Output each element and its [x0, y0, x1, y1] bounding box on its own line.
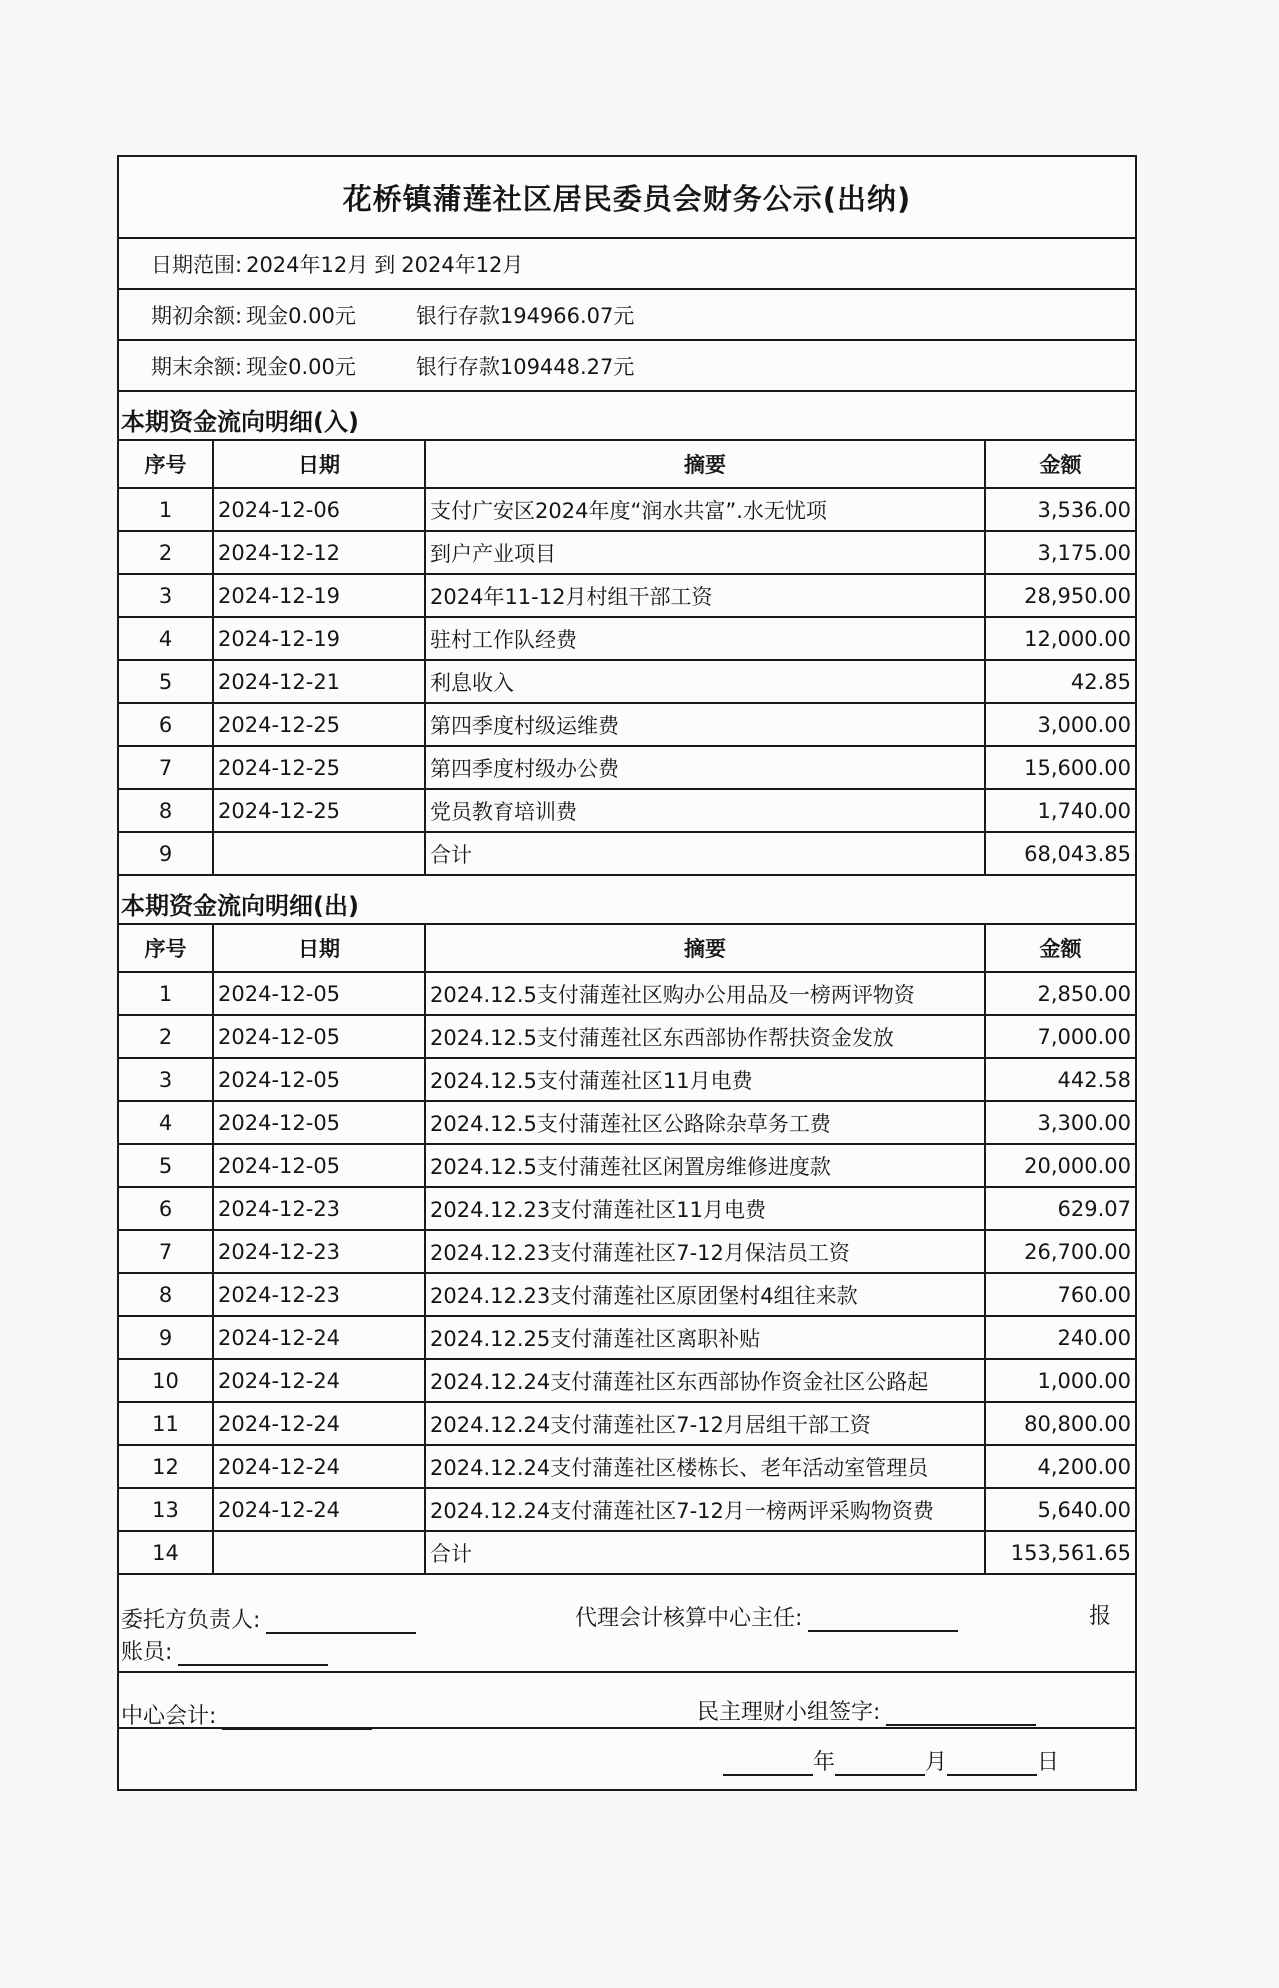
- expense-summary-cell: 2024.12.24支付蒲莲社区楼栋长、老年活动室管理员: [425, 1445, 985, 1488]
- expense-date-cell: 2024-12-23: [213, 1230, 425, 1273]
- expense-no-cell: 2: [119, 1015, 213, 1058]
- income-date-cell: 2024-12-06: [213, 488, 425, 531]
- expense-date-cell: 2024-12-05: [213, 1144, 425, 1187]
- expense-row: [119, 1144, 1135, 1187]
- income-no-cell: 6: [119, 703, 213, 746]
- group-sign-line: [886, 1702, 1036, 1726]
- expense-summary-cell: 2024.12.24支付蒲莲社区东西部协作资金社区公路起: [425, 1359, 985, 1402]
- financial-disclosure-sheet: [117, 155, 1137, 1791]
- expense-amount-cell: 4,200.00: [985, 1445, 1135, 1488]
- income-no-cell: 5: [119, 660, 213, 703]
- expense-row: [119, 1187, 1135, 1230]
- income-summary-cell: 利息收入: [425, 660, 985, 703]
- expense-summary-cell: 2024.12.5支付蒲莲社区闲置房维修进度款: [425, 1144, 985, 1187]
- col-no-header: 序号: [119, 440, 213, 488]
- date-range-to: 2024年12月: [401, 252, 524, 277]
- col-date-header: 日期: [213, 924, 425, 972]
- expense-date-cell: 2024-12-24: [213, 1402, 425, 1445]
- income-row: [119, 746, 1135, 789]
- date-range-from: 2024年12月: [246, 252, 369, 277]
- expense-row: [119, 1058, 1135, 1101]
- col-summary-header: 摘要: [425, 924, 985, 972]
- income-summary-cell: 到户产业项目: [425, 531, 985, 574]
- income-amount-cell: 1,740.00: [985, 789, 1135, 832]
- income-date-cell: 2024-12-12: [213, 531, 425, 574]
- closing-bank: 银行存款109448.27元: [415, 354, 635, 379]
- expense-date-cell: 2024-12-05: [213, 1058, 425, 1101]
- bao-label: 报: [1089, 1604, 1112, 1629]
- divider: [119, 1727, 1135, 1729]
- income-date-cell: 2024-12-21: [213, 660, 425, 703]
- expense-row: [119, 1230, 1135, 1273]
- expense-row: [119, 1316, 1135, 1359]
- expense-summary-cell: 2024.12.24支付蒲莲社区7-12月居组干部工资: [425, 1402, 985, 1445]
- expense-amount-cell: 5,640.00: [985, 1488, 1135, 1531]
- col-summary-header: 摘要: [425, 440, 985, 488]
- expense-no-cell: 3: [119, 1058, 213, 1101]
- month-label: 月: [925, 1750, 948, 1775]
- day-label: 日: [1037, 1750, 1060, 1775]
- divider: [119, 1671, 1135, 1673]
- income-no-cell: 4: [119, 617, 213, 660]
- expense-summary-cell: 2024.12.24支付蒲莲社区7-12月一榜两评采购物资费: [425, 1488, 985, 1531]
- month-line: [835, 1752, 925, 1776]
- opening-balance-label: 期初余额:: [151, 303, 243, 328]
- year-line: [723, 1752, 813, 1776]
- expense-no-cell: 13: [119, 1488, 213, 1531]
- expense-no-cell: 11: [119, 1402, 213, 1445]
- income-amount-cell: 28,950.00: [985, 574, 1135, 617]
- expense-amount-cell: 153,561.65: [985, 1531, 1135, 1574]
- opening-bank: 银行存款194966.07元: [415, 303, 635, 328]
- income-amount-cell: 3,000.00: [985, 703, 1135, 746]
- income-row: [119, 488, 1135, 531]
- income-table: [119, 439, 1135, 876]
- expense-section-heading: 本期资金流向明细(出): [121, 892, 359, 920]
- expense-amount-cell: 20,000.00: [985, 1144, 1135, 1187]
- income-summary-cell: 第四季度村级办公费: [425, 746, 985, 789]
- expense-row: [119, 1101, 1135, 1144]
- expense-date-cell: 2024-12-23: [213, 1273, 425, 1316]
- income-row: [119, 617, 1135, 660]
- col-no-header: 序号: [119, 924, 213, 972]
- income-date-cell: 2024-12-25: [213, 746, 425, 789]
- opening-balance-row: [119, 290, 1135, 341]
- principal-label: 委托方负责人:: [121, 1608, 261, 1633]
- expense-date-cell: 2024-12-24: [213, 1359, 425, 1402]
- document-title: 花桥镇蒲莲社区居民委员会财务公示(出纳): [119, 157, 1135, 239]
- income-summary-cell: 第四季度村级运维费: [425, 703, 985, 746]
- expense-row: [119, 1488, 1135, 1531]
- expense-summary-cell: 合计: [425, 1531, 985, 1574]
- income-date-cell: [213, 832, 425, 875]
- income-row: [119, 660, 1135, 703]
- expense-no-cell: 4: [119, 1101, 213, 1144]
- bookkeeper-line: [178, 1642, 328, 1666]
- expense-amount-cell: 760.00: [985, 1273, 1135, 1316]
- date-signature: [723, 1745, 1059, 1776]
- expense-date-cell: 2024-12-24: [213, 1316, 425, 1359]
- bookkeeper-label: 账员:: [121, 1640, 173, 1665]
- expense-row: [119, 1015, 1135, 1058]
- income-row: [119, 789, 1135, 832]
- signature-area: [119, 1599, 1135, 1789]
- center-accountant-signature: [121, 1699, 372, 1730]
- center-director-label: 代理会计核算中心主任:: [575, 1606, 803, 1631]
- expense-row: [119, 1359, 1135, 1402]
- income-no-cell: 7: [119, 746, 213, 789]
- expense-row: [119, 972, 1135, 1015]
- expense-amount-cell: 80,800.00: [985, 1402, 1135, 1445]
- expense-no-cell: 1: [119, 972, 213, 1015]
- expense-summary-cell: 2024.12.5支付蒲莲社区公路除杂草务工费: [425, 1101, 985, 1144]
- income-row: [119, 703, 1135, 746]
- income-no-cell: 1: [119, 488, 213, 531]
- expense-table: [119, 923, 1135, 1575]
- expense-amount-cell: 2,850.00: [985, 972, 1135, 1015]
- income-summary-cell: 2024年11-12月村组干部工资: [425, 574, 985, 617]
- date-range-sep: 到: [374, 252, 396, 277]
- center-director-line: [808, 1608, 958, 1632]
- principal-signature: [121, 1603, 416, 1634]
- closing-balance-label: 期末余额:: [151, 354, 243, 379]
- income-no-cell: 8: [119, 789, 213, 832]
- expense-date-cell: 2024-12-05: [213, 1015, 425, 1058]
- expense-amount-cell: 442.58: [985, 1058, 1135, 1101]
- group-sign-label: 民主理财小组签字:: [697, 1700, 881, 1725]
- expense-summary-cell: 2024.12.5支付蒲莲社区东西部协作帮扶资金发放: [425, 1015, 985, 1058]
- expense-row: [119, 1531, 1135, 1574]
- expense-no-cell: 7: [119, 1230, 213, 1273]
- income-summary-cell: 支付广安区2024年度“润水共富”.水无忧项: [425, 488, 985, 531]
- date-range-label: 日期范围:: [151, 252, 243, 277]
- date-range-row: [119, 239, 1135, 290]
- income-summary-cell: 合计: [425, 832, 985, 875]
- expense-no-cell: 6: [119, 1187, 213, 1230]
- income-amount-cell: 12,000.00: [985, 617, 1135, 660]
- expense-date-cell: 2024-12-24: [213, 1488, 425, 1531]
- group-signature: [697, 1695, 1036, 1726]
- expense-amount-cell: 26,700.00: [985, 1230, 1135, 1273]
- principal-line: [266, 1610, 416, 1634]
- expense-header-row: [119, 924, 1135, 972]
- expense-summary-cell: 2024.12.23支付蒲莲社区11月电费: [425, 1187, 985, 1230]
- income-row: [119, 574, 1135, 617]
- expense-date-cell: 2024-12-05: [213, 972, 425, 1015]
- expense-row: [119, 1273, 1135, 1316]
- income-no-cell: 2: [119, 531, 213, 574]
- income-summary-cell: 驻村工作队经费: [425, 617, 985, 660]
- col-amount-header: 金额: [985, 924, 1135, 972]
- expense-date-cell: [213, 1531, 425, 1574]
- income-summary-cell: 党员教育培训费: [425, 789, 985, 832]
- opening-cash: 现金0.00元: [246, 303, 356, 328]
- expense-amount-cell: 7,000.00: [985, 1015, 1135, 1058]
- expense-amount-cell: 1,000.00: [985, 1359, 1135, 1402]
- expense-summary-cell: 2024.12.23支付蒲莲社区原团堡村4组往来款: [425, 1273, 985, 1316]
- expense-date-cell: 2024-12-05: [213, 1101, 425, 1144]
- expense-row: [119, 1402, 1135, 1445]
- expense-summary-cell: 2024.12.23支付蒲莲社区7-12月保洁员工资: [425, 1230, 985, 1273]
- expense-date-cell: 2024-12-24: [213, 1445, 425, 1488]
- income-amount-cell: 15,600.00: [985, 746, 1135, 789]
- income-row: [119, 832, 1135, 875]
- expense-amount-cell: 3,300.00: [985, 1101, 1135, 1144]
- income-no-cell: 3: [119, 574, 213, 617]
- expense-no-cell: 14: [119, 1531, 213, 1574]
- center-accountant-label: 中心会计:: [121, 1704, 217, 1729]
- expense-no-cell: 8: [119, 1273, 213, 1316]
- income-row: [119, 531, 1135, 574]
- col-date-header: 日期: [213, 440, 425, 488]
- expense-summary-cell: 2024.12.5支付蒲莲社区11月电费: [425, 1058, 985, 1101]
- expense-no-cell: 9: [119, 1316, 213, 1359]
- col-amount-header: 金额: [985, 440, 1135, 488]
- closing-cash: 现金0.00元: [246, 354, 356, 379]
- income-amount-cell: 42.85: [985, 660, 1135, 703]
- expense-amount-cell: 240.00: [985, 1316, 1135, 1359]
- expense-date-cell: 2024-12-23: [213, 1187, 425, 1230]
- income-header-row: [119, 440, 1135, 488]
- closing-balance-row: [119, 341, 1135, 392]
- income-amount-cell: 3,175.00: [985, 531, 1135, 574]
- expense-summary-cell: 2024.12.5支付蒲莲社区购办公用品及一榜两评物资: [425, 972, 985, 1015]
- day-line: [947, 1752, 1037, 1776]
- income-no-cell: 9: [119, 832, 213, 875]
- expense-no-cell: 5: [119, 1144, 213, 1187]
- income-section-heading: 本期资金流向明细(入): [121, 408, 359, 436]
- expense-row: [119, 1445, 1135, 1488]
- income-amount-cell: 68,043.85: [985, 832, 1135, 875]
- income-amount-cell: 3,536.00: [985, 488, 1135, 531]
- income-date-cell: 2024-12-19: [213, 574, 425, 617]
- center-director-signature: [575, 1601, 958, 1632]
- year-label: 年: [813, 1750, 836, 1775]
- expense-summary-cell: 2024.12.25支付蒲莲社区离职补贴: [425, 1316, 985, 1359]
- income-date-cell: 2024-12-19: [213, 617, 425, 660]
- income-date-cell: 2024-12-25: [213, 703, 425, 746]
- expense-amount-cell: 629.07: [985, 1187, 1135, 1230]
- income-date-cell: 2024-12-25: [213, 789, 425, 832]
- expense-no-cell: 10: [119, 1359, 213, 1402]
- expense-no-cell: 12: [119, 1445, 213, 1488]
- bookkeeper-signature: [121, 1635, 328, 1666]
